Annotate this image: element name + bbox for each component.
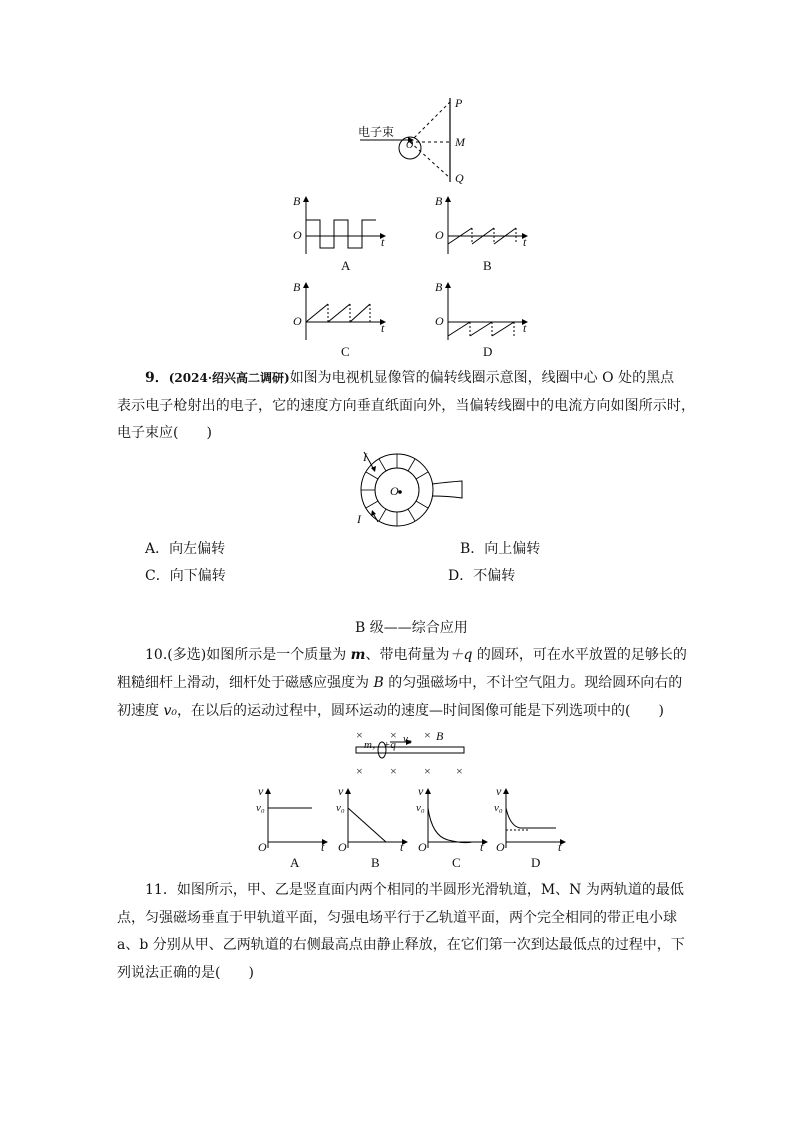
origin-a: O: [293, 228, 302, 242]
q9-option-d[interactable]: D．不偏转: [448, 568, 516, 584]
q10-text-2b: 的匀强磁场中，不计空气阻力。现给圆环向右的: [383, 675, 683, 691]
caption-c: C: [341, 344, 350, 359]
cross-r2-2: ×: [390, 764, 397, 778]
vt-d-v: v: [496, 784, 502, 798]
q9-line2: 表示电子枪射出的电子，它的速度方向垂直纸面向外，当偏转线圈中的电流方向如图所示时，: [117, 398, 696, 414]
q10-text-1a: 10.(多选)如图所示是一个质量为: [145, 647, 351, 663]
axis-b-b: B: [435, 194, 443, 208]
vt-a-v0: v₀: [256, 802, 265, 814]
vt-c-origin: O: [418, 840, 427, 854]
vt-b-v: v: [338, 784, 344, 798]
coil-current-top: I: [363, 450, 367, 464]
cross-r1-3: ×: [424, 728, 431, 742]
q9-option-a[interactable]: A．向左偏转: [145, 541, 226, 557]
caption-b: B: [483, 258, 492, 273]
q9-option-b[interactable]: B．向上偏转: [460, 541, 541, 557]
axis-t-a: t: [381, 235, 385, 249]
coil-center-o: O: [390, 484, 399, 498]
q11-line3: a、b 分别从甲、乙两轨道的右侧最高点由静止释放，在它们第一次到达最低点的过程中，下: [117, 937, 685, 953]
axis-b-c: B: [293, 280, 301, 294]
deflection-coil-figure: [350, 448, 480, 530]
q9-number: 9．: [145, 370, 169, 386]
vt-a-origin: O: [258, 840, 267, 854]
origin-b: O: [435, 228, 444, 242]
q9-text-1: 如图为电视机显像管的偏转线圈示意图，线圈中心 O 处的黑点: [289, 370, 675, 386]
vt-d-v0: v₀: [494, 802, 503, 814]
axis-b-a: B: [293, 194, 301, 208]
axis-t-b: t: [523, 235, 527, 249]
q10-text-3a: 初速度: [117, 703, 164, 719]
q10-v0-symbol: v₀: [163, 703, 177, 719]
ring-v0: v₀: [403, 733, 412, 745]
q10-line3: [117, 697, 664, 725]
q10-mass-symbol: m: [350, 647, 366, 663]
axis-b-d: B: [435, 280, 443, 294]
q10-text-1c: 的圆环，可在水平放置的足够长的: [472, 647, 687, 663]
cross-r2-1: ×: [356, 764, 363, 778]
vt-c-caption: C: [452, 855, 461, 870]
axis-t-d: t: [523, 321, 527, 335]
point-o: O: [406, 140, 414, 151]
q11-line4: 列说法正确的是( ): [117, 965, 254, 981]
bt-graph-b: [442, 196, 532, 256]
axis-t-c: t: [381, 321, 385, 335]
coil-current-bottom: I: [357, 512, 361, 526]
point-m: M: [455, 135, 465, 149]
cross-r1-2: ×: [390, 728, 397, 742]
vt-graph-a: [262, 788, 330, 850]
q11-line1: 11．如图所示，甲、乙是竖直面内两个相同的半圆形光滑轨道，M、N 为两轨道的最低: [145, 882, 684, 898]
cross-r2-4: ×: [456, 764, 463, 778]
q10-charge-symbol: ＋q: [449, 647, 473, 663]
vt-c-t: t: [480, 840, 484, 854]
vt-c-v: v: [418, 784, 424, 798]
q10-text-1b: 、带电荷量为: [365, 647, 450, 663]
cross-r2-3: ×: [424, 764, 431, 778]
bt-graph-a: [300, 196, 390, 256]
vt-d-t: t: [558, 840, 562, 854]
point-p: P: [455, 96, 463, 110]
vt-d-origin: O: [496, 840, 505, 854]
vt-b-t: t: [400, 840, 404, 854]
q9-option-c[interactable]: C．向下偏转: [145, 568, 226, 584]
vt-a-caption: A: [290, 855, 300, 870]
ring-mass-charge: m，+q: [364, 739, 396, 751]
caption-a: A: [341, 258, 351, 273]
vt-b-v0: v₀: [336, 802, 345, 814]
bt-graph-d: [442, 282, 532, 342]
q9-line3: 电子束应( ): [117, 425, 212, 441]
vt-c-v0: v₀: [416, 802, 425, 814]
q10-line2: [117, 669, 682, 697]
q11-line2: 点，匀强磁场垂直于甲轨道平面，匀强电场平行于乙轨道平面，两个完全相同的带正电小球: [117, 910, 677, 926]
vt-b-caption: B: [371, 855, 380, 870]
origin-d: O: [435, 314, 444, 328]
field-b: B: [436, 729, 444, 743]
origin-c: O: [293, 314, 302, 328]
point-q: Q: [455, 171, 464, 185]
q9-source: (2024·绍兴高二调研): [168, 371, 290, 385]
q10-text-2a: 粗糙细杆上滑动，细杆处于磁感应强度为: [117, 675, 374, 691]
q9-line1: [145, 364, 674, 392]
section-title: B 级——综合应用: [355, 620, 468, 636]
q10-text-3b: ，在以后的运动过程中，圆环运动的速度—时间图像可能是下列选项中的( ): [176, 703, 664, 719]
cross-r1-1: ×: [356, 728, 363, 742]
beam-label: 电子束: [358, 125, 395, 139]
vt-b-origin: O: [338, 840, 347, 854]
q10-b-symbol: B: [373, 675, 384, 691]
vt-a-v: v: [258, 784, 264, 798]
vt-a-t: t: [321, 840, 325, 854]
vt-d-caption: D: [531, 855, 541, 870]
q10-line1: [145, 641, 687, 669]
caption-d: D: [483, 344, 493, 359]
bt-graph-c: [300, 282, 390, 342]
